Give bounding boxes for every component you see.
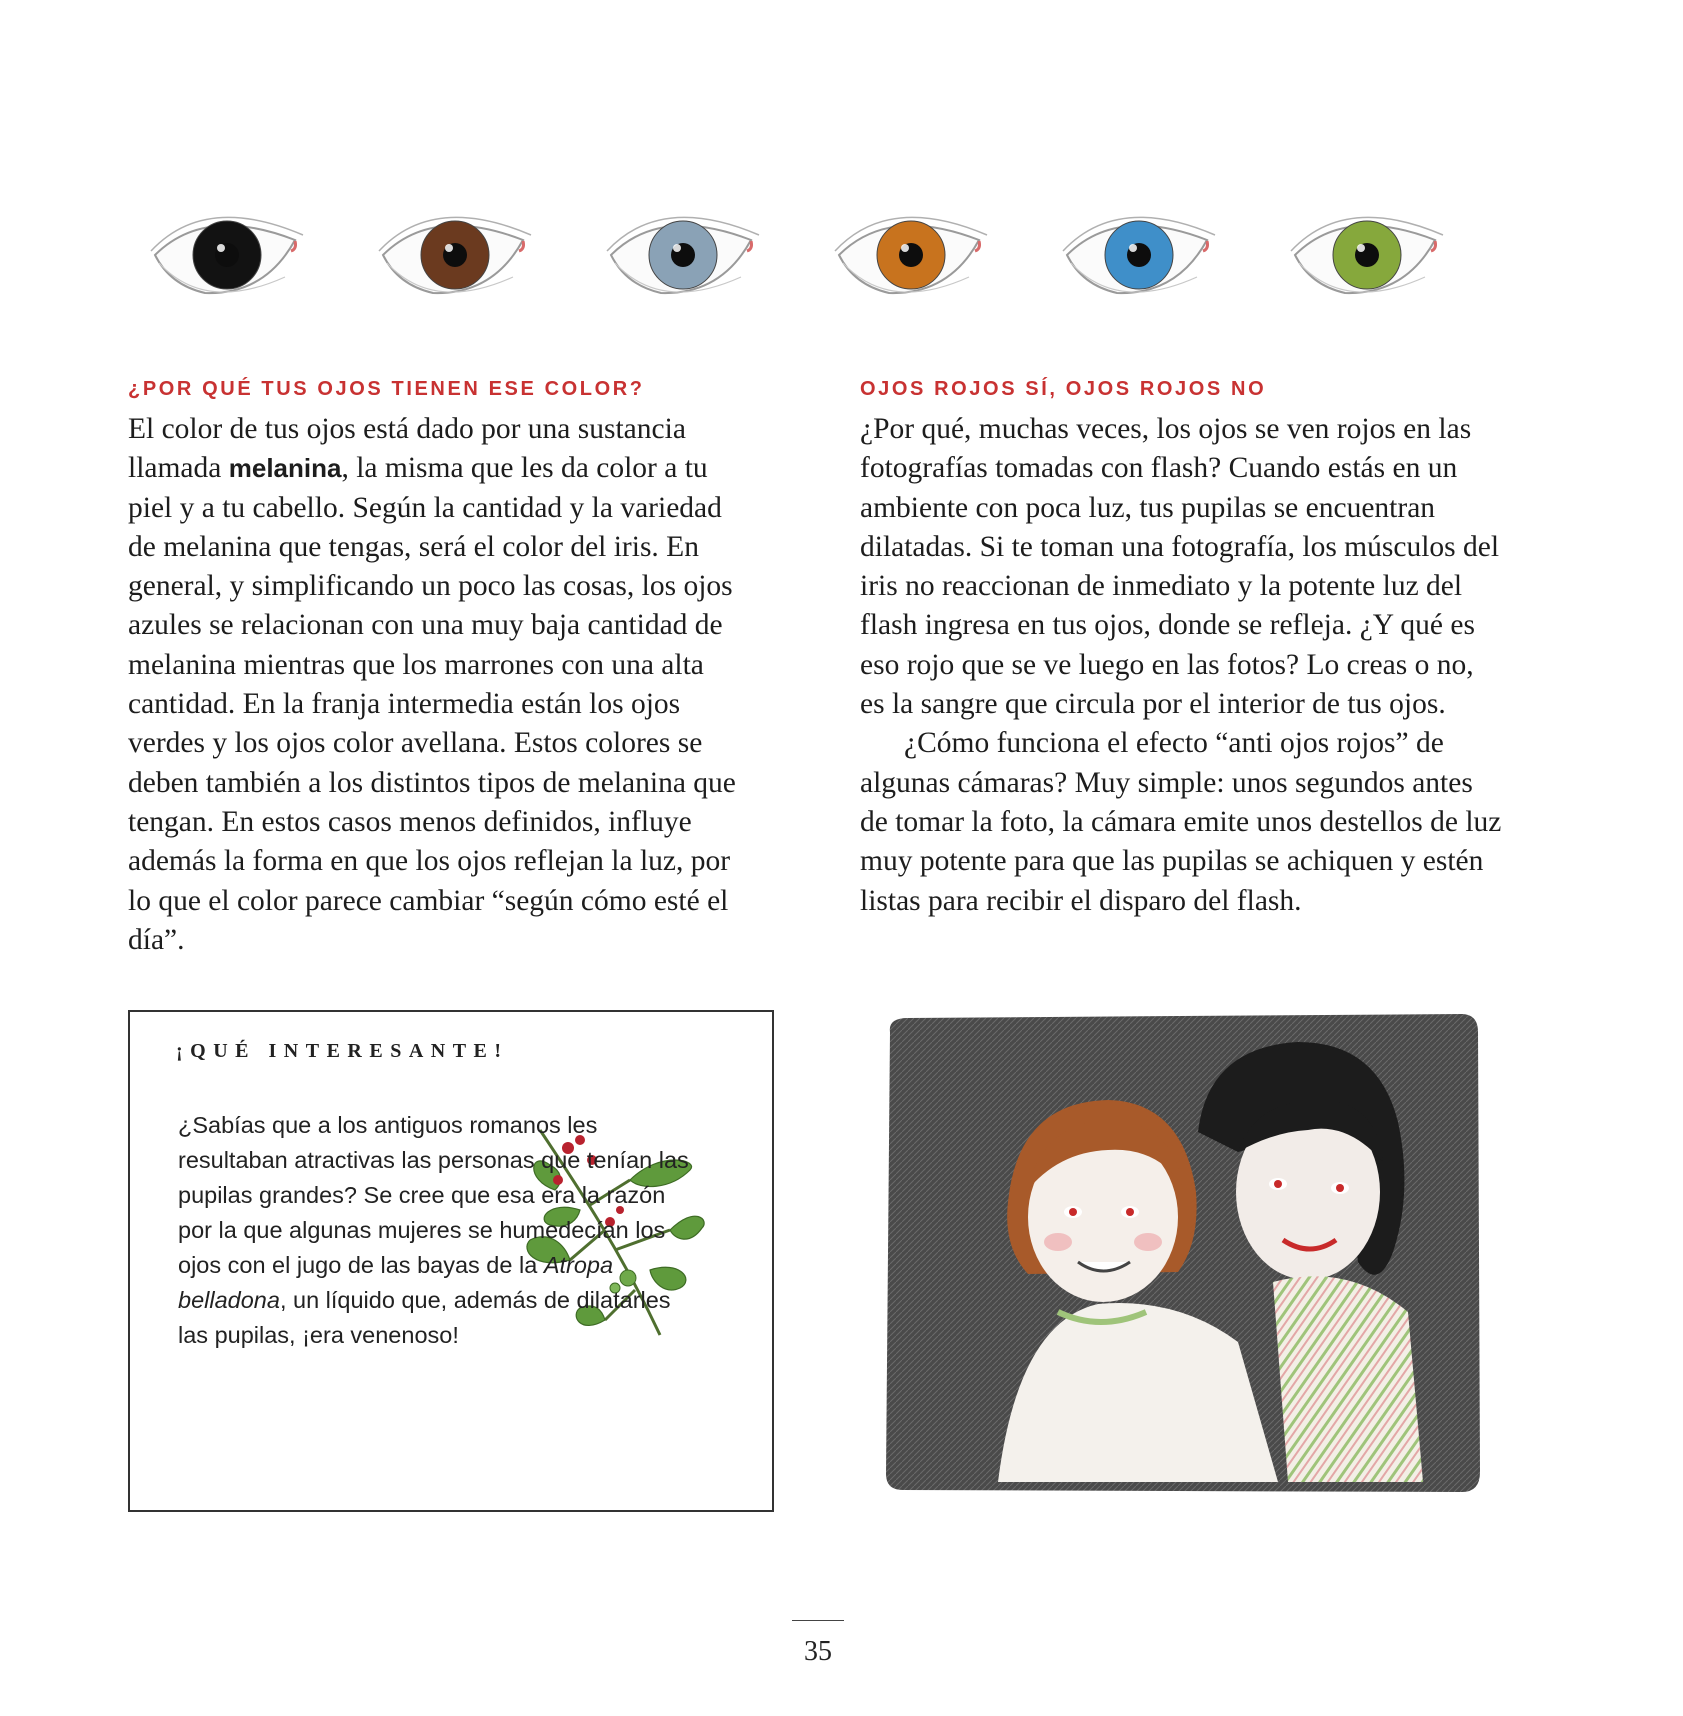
eye-color-text-b: , la misma que les da color a tu piel y a tu cabello. Según la cantidad y la variedad de melanina que tengas, será el color del iris. En general, y simplificando un poco las cosas, los ojos azules se relacionan con una muy baja cantidad de melanina mientras que los marrones con una alta cantidad. En la franja intermedia están los ojos verdes y los ojos color avellana. Estos colores se deben también a los distintos tipos de melanina que tengan. En estos casos menos definidos, influye además la forma en que los ojos reflejan la luz, por lo que el color parece cambiar “según cómo esté el día”.	[128, 452, 736, 956]
eye-color-text-a: El color de tus ojos está dado por una sustancia llamada	[128, 413, 686, 485]
red-eyes-text	[860, 410, 1505, 921]
green-eye-illustration	[1285, 185, 1455, 325]
fact-text-b: , un líquido que, además de dilatarles las pupilas, ¡era venenoso!	[178, 1287, 671, 1348]
eye-color-illustrations	[145, 185, 1455, 335]
eye-color-paragraph	[128, 410, 753, 960]
fact-box-text	[178, 1108, 698, 1353]
red-eye-photo-illustration	[878, 1012, 1482, 1497]
section-heading-red-eyes: OJOS ROJOS SÍ, OJOS ROJOS NO	[860, 378, 1267, 400]
section-heading-eye-color: ¿POR QUÉ TUS OJOS TIENEN ESE COLOR?	[128, 378, 645, 400]
fact-text-a: ¿Sabías que a los antiguos romanos les resultaban atractivas las personas que tenían las pupilas grandes? Se cree que esa era la razón por la que algunas mujeres se humedecían los ojos con el jugo de las bayas de la	[178, 1112, 689, 1278]
atropa-belladona-term: Atropa belladona	[178, 1252, 614, 1313]
melanina-term: melanina	[228, 453, 342, 484]
fact-box	[128, 1010, 774, 1512]
page-number-rule	[792, 1620, 844, 1621]
amber-eye-illustration	[829, 185, 999, 325]
black-eye-illustration	[145, 185, 315, 325]
gray-blue-eye-illustration	[601, 185, 771, 325]
fact-box-title: ¡QUÉ INTERESANTE!	[176, 1040, 509, 1062]
page-number: 35	[804, 1636, 832, 1667]
red-eyes-paragraph-1: ¿Por qué, muchas veces, los ojos se ven rojos en las fotografías tomadas con flash? Cuando estás en un ambiente con poca luz, tus pupilas se encuentran dilatadas. Si te toman una fotografía, los músculos del iris no reaccionan de inmediato y la potente luz del flash ingresa en tus ojos, donde se refleja. ¿Y qué es eso rojo que se ve luego en las fotos? Lo creas o no, es la sangre que circula por el interior de tus ojos.	[860, 413, 1500, 721]
red-eyes-paragraph-2: ¿Cómo funciona el efecto “anti ojos rojos” de algunas cámaras? Muy simple: unos segundos antes de tomar la foto, la cámara emite unos destellos de luz muy potente para que las pupilas se achiquen y estén listas para recibir el disparo del flash.	[860, 727, 1502, 917]
brown-eye-illustration	[373, 185, 543, 325]
blue-eye-illustration	[1057, 185, 1227, 325]
